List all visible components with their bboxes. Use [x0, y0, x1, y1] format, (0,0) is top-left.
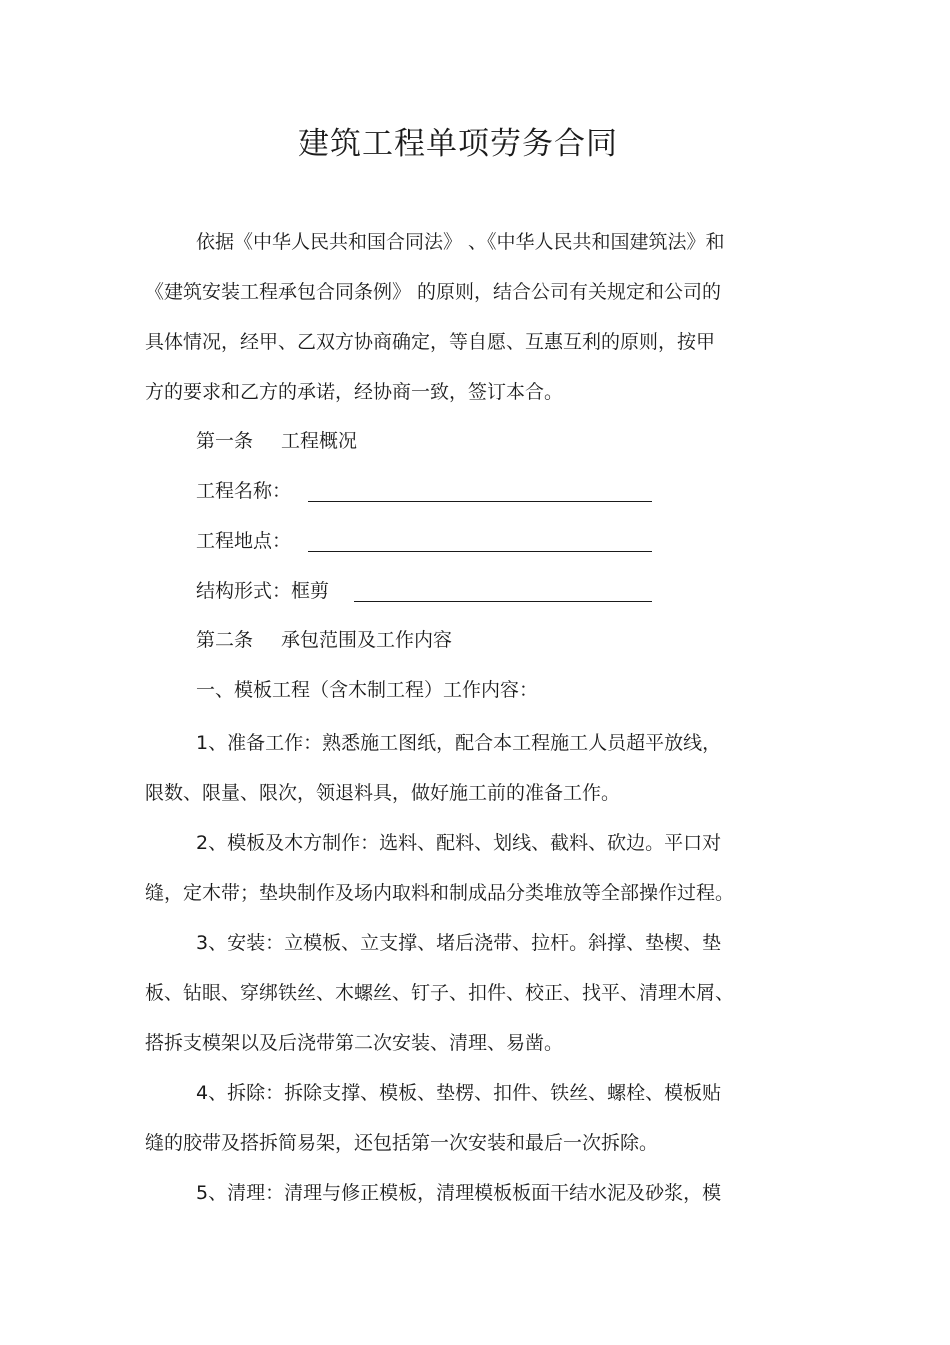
article-2-title: 承包范围及工作内容 [281, 629, 453, 651]
project-name-label: 工程名称： [196, 480, 292, 502]
project-name-blank [308, 501, 652, 502]
item-4-paragraph [145, 1068, 795, 1168]
article-1-heading [196, 426, 357, 456]
item-line: 5、清理：清理与修正模板，清理模板板面干结水泥及砂浆，模 [196, 1182, 722, 1204]
item-line: 4、拆除：拆除支撑、模板、垫楞、扣件、铁丝、螺栓、模板贴 [196, 1082, 722, 1104]
article-2-heading [196, 625, 452, 655]
intro-line: 具体情况，经甲、乙双方协商确定，等自愿、互惠互利的原则，按甲 [145, 331, 716, 353]
intro-line: 依据《中华人民共和国合同法》 、《中华人民共和国建筑法》和 [196, 231, 725, 253]
structure-label: 结构形式： [196, 580, 292, 602]
project-location-label: 工程地点： [196, 530, 292, 552]
item-line: 1、准备工作：熟悉施工图纸，配合本工程施工人员超平放线， [196, 732, 722, 754]
intro-line: 方的要求和乙方的承诺，经协商一致，签订本合。 [145, 381, 564, 403]
item-line: 2、模板及木方制作：选料、配料、划线、截料、砍边。平口对 [196, 832, 722, 854]
item-line: 搭拆支模架以及后浇带第二次安装、清理、易凿。 [145, 1032, 564, 1054]
project-name-field [196, 476, 291, 506]
item-line: 缝，定木带；垫块制作及场内取料和制成品分类堆放等全部操作过程。 [145, 882, 735, 904]
article-1-number: 第一条 [196, 430, 254, 452]
structure-blank [354, 601, 652, 602]
item-5-paragraph [145, 1168, 795, 1218]
structure-field [196, 576, 329, 606]
intro-paragraph [145, 217, 795, 417]
item-line: 板、钻眼、穿绑铁丝、木螺丝、钉子、扣件、校正、找平、清理木屑、 [145, 982, 735, 1004]
intro-line: 《建筑安装工程承包合同条例》 的原则，结合公司有关规定和公司的 [145, 281, 722, 303]
item-1-paragraph [145, 718, 795, 818]
project-location-field [196, 526, 291, 556]
section-1-heading: 一、模板工程（含木制工程）工作内容： [196, 679, 539, 701]
item-2-paragraph [145, 818, 795, 918]
item-3-paragraph [145, 918, 795, 1068]
structure-value: 框剪 [291, 580, 330, 602]
item-line: 限数、限量、限次，领退料具，做好施工前的准备工作。 [145, 782, 621, 804]
document-title: 建筑工程单项劳务合同 [298, 126, 618, 162]
item-line: 缝的胶带及搭拆简易架，还包括第一次安装和最后一次拆除。 [145, 1132, 659, 1154]
article-1-title: 工程概况 [281, 430, 358, 452]
item-line: 3、安装：立模板、立支撑、堵后浇带、拉杆。斜撑、垫楔、垫 [196, 932, 722, 954]
project-location-blank [308, 551, 652, 552]
article-2-number: 第二条 [196, 629, 254, 651]
